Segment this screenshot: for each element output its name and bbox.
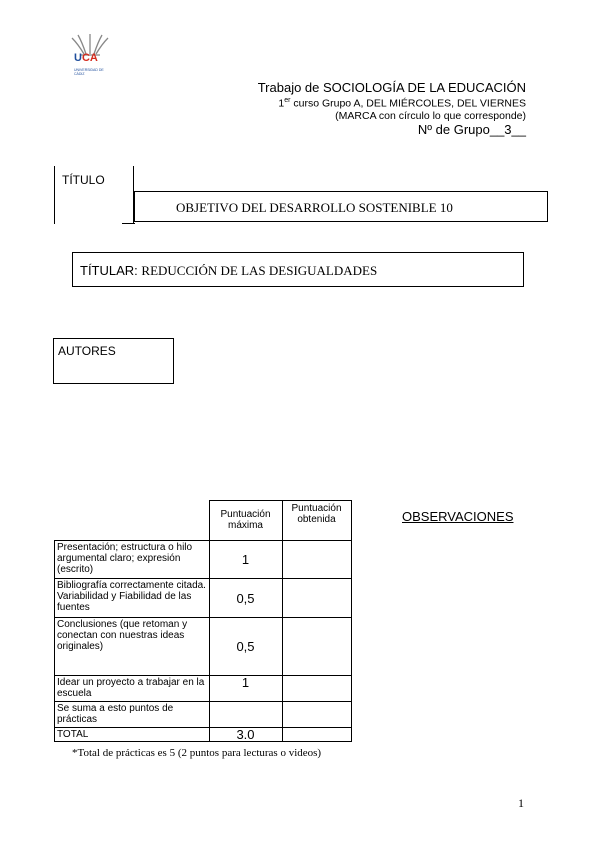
group-number: Nº de Grupo__3__: [417, 122, 526, 137]
criterion-cell: Bibliografía correctamente citada. Variabilidad y Fiabilidad de las fuentes: [55, 579, 210, 618]
max-score-cell: [209, 702, 282, 728]
obtained-score-cell[interactable]: [282, 702, 351, 728]
titulo-label: TÍTULO: [62, 173, 105, 187]
total-max-cell: 3.0: [209, 728, 282, 742]
titular-label: TÍTULAR:: [80, 263, 142, 278]
criterion-cell: Se suma a esto puntos de prácticas: [55, 702, 210, 728]
header-max-score: Puntuación máxima: [209, 501, 282, 541]
obtained-score-cell[interactable]: [282, 618, 351, 676]
max-score-cell: 0,5: [209, 579, 282, 618]
table-row: [55, 541, 352, 579]
titulo-label-underline: [122, 223, 135, 224]
footnote: *Total de prácticas es 5 (2 puntos para lecturas o videos): [72, 747, 322, 759]
obtained-score-cell[interactable]: [282, 541, 351, 579]
criterion-cell: Idear un proyecto a trabajar en la escuela: [55, 676, 210, 702]
table-header-row: [55, 501, 352, 541]
autores-label: AUTORES: [58, 344, 116, 358]
table-row: [55, 579, 352, 618]
course-instruction: (MARCA con círculo lo que corresponde): [335, 110, 526, 122]
evaluation-table: [54, 500, 352, 742]
table-row: [55, 676, 352, 702]
obtained-score-cell[interactable]: [282, 579, 351, 618]
header-blank-cell: [55, 501, 210, 541]
observaciones-heading: OBSERVACIONES: [402, 509, 514, 524]
logo-subtitle: UNIVERSIDAD DE CÁDIZ: [74, 68, 104, 76]
total-label-cell: TOTAL: [55, 728, 210, 742]
logo-brand: UCA: [74, 52, 98, 64]
table-total-row: [55, 728, 352, 742]
header-obtained-score: Puntuación obtenida: [282, 501, 351, 541]
total-obtained-cell[interactable]: [282, 728, 351, 742]
obtained-score-cell[interactable]: [282, 676, 351, 702]
max-score-cell: 1: [209, 541, 282, 579]
table-row: [55, 702, 352, 728]
criterion-cell: Conclusiones (que retoman y conectan con nuestras ideas originales): [55, 618, 210, 676]
university-logo: [66, 34, 116, 84]
course-title: Trabajo de SOCIOLOGÍA DE LA EDUCACIÓN: [257, 80, 526, 95]
table-row: [55, 618, 352, 676]
titular-value: REDUCCIÓN DE LAS DESIGUALDADES: [141, 263, 378, 278]
max-score-cell: 0,5: [209, 618, 282, 676]
page-number: 1: [518, 796, 524, 810]
course-line: 1er curso Grupo A, DEL MIÉRCOLES, DEL VIERNES: [278, 97, 526, 110]
titulo-value: OBJETIVO DEL DESARROLLO SOSTENIBLE 10: [176, 200, 453, 215]
criterion-cell: Presentación; estructura o hilo argumental claro; expresión (escrito): [55, 541, 210, 579]
max-score-cell: 1: [209, 676, 282, 702]
titular-text: [80, 263, 377, 279]
